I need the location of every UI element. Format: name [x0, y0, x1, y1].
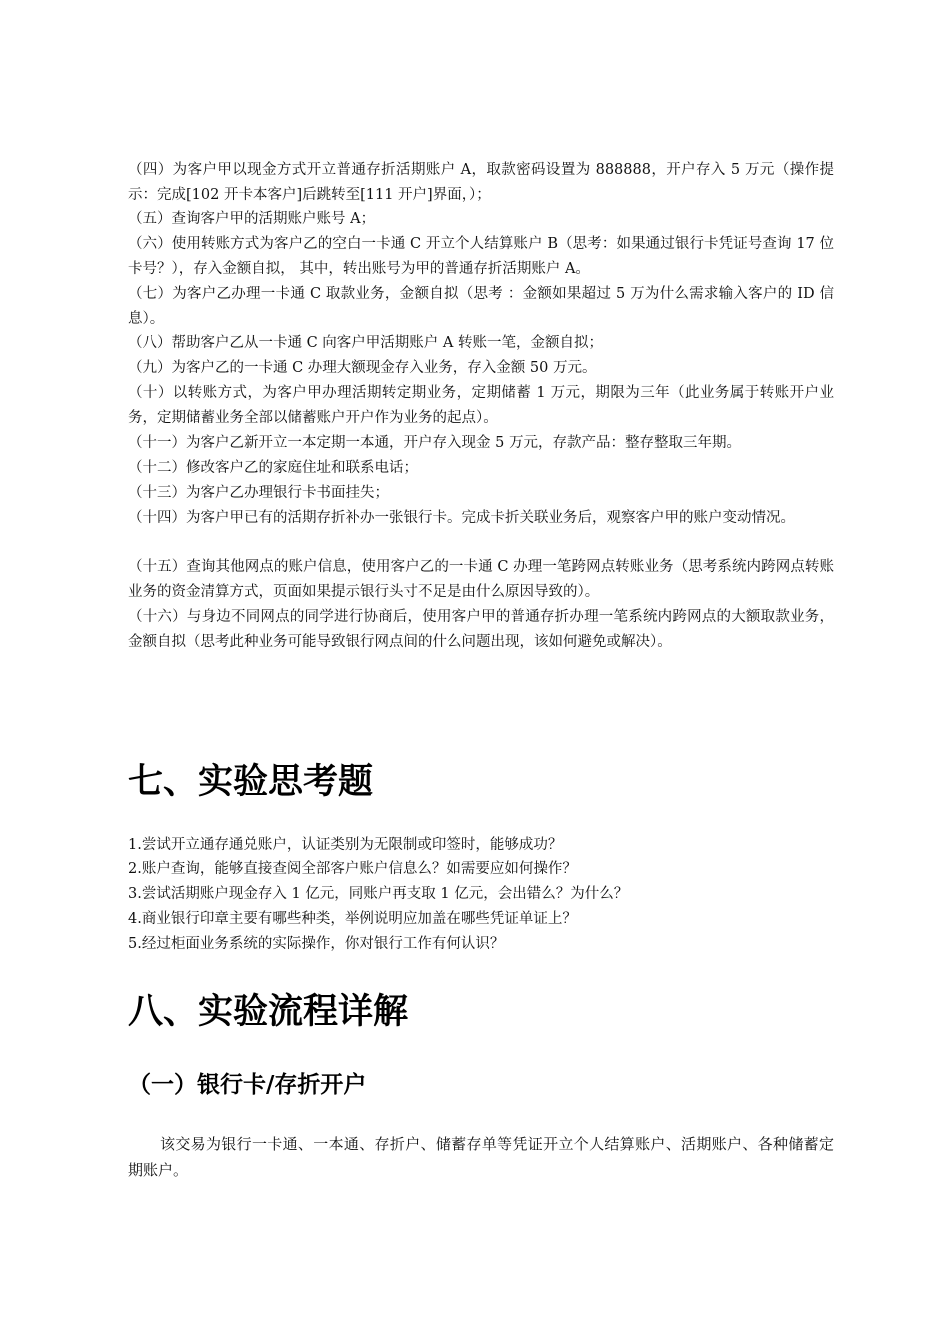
- question-5: 5.经过柜面业务系统的实际操作，你对银行工作有何认识？: [128, 936, 505, 952]
- step-5: （五）查询客户甲的活期账户账号 A；: [128, 211, 376, 227]
- step-11: （十一）为客户乙新开立一本定期一本通，开户存入现金 5 万元，存款产品：整存整取三年期。: [128, 435, 741, 451]
- section-7-title: 七、实验思考题: [128, 762, 374, 802]
- question-4: 4.商业银行印章主要有哪些种类，举例说明应加盖在哪些凭证单证上？: [128, 911, 577, 927]
- step-9: （九）为客户乙的一卡通 C 办理大额现金存入业务，存入金额 50 万元。: [128, 360, 597, 376]
- step-4: （四）为客户甲以现金方式开立普通存折活期账户 A，取款密码设置为 888888，开户存入 5 万元（操作提示：完成[102 开卡本客户]后跳转至[111 开户]界面，）；: [128, 162, 834, 203]
- step-14: （十四）为客户甲已有的活期存折补办一张银行卡。完成卡折关联业务后，观察客户甲的账户变动情况。: [128, 510, 795, 526]
- question-1: 1.尝试开立通存通兑账户，认证类别为无限制或印签时，能够成功？: [128, 837, 563, 853]
- question-2: 2.账户查询，能够直接查阅全部客户账户信息么？如需要应如何操作？: [128, 861, 577, 877]
- step-7: （七）为客户乙办理一卡通 C 取款业务，金额自拟（思考 ：金额如果超过 5 万为什么需求输入客户的 ID 信息）。: [128, 286, 834, 327]
- step-6: （六）使用转账方式为客户乙的空白一卡通 C 开立个人结算账户 B（思考：如果通过银行卡凭证号查询 17 位卡号？），存入金额自拟， 其中，转出账号为甲的普通存折活期账户 A。: [128, 236, 834, 277]
- section-8-subtitle: （一）银行卡/存折开户: [128, 1072, 367, 1098]
- section-8-title: 八、实验流程详解: [128, 992, 409, 1032]
- question-3: 3.尝试活期账户现金存入 1 亿元，同账户再支取 1 亿元，会出错么？为什么？: [128, 886, 629, 902]
- step-12: （十二）修改客户乙的家庭住址和联系电话；: [128, 460, 418, 476]
- step-15: （十五）查询其他网点的账户信息，使用客户乙的一卡通 C 办理一笔跨网点转账业务（思考系统内跨网点转账业务的资金清算方式，页面如果提示银行头寸不足是由什么原因导致的）。: [128, 559, 834, 600]
- section-8-paragraph: 该交易为银行一卡通、一本通、存折户、储蓄存单等凭证开立个人结算账户、活期账户、各种储蓄定期账户。: [128, 1135, 834, 1179]
- step-16: （十六）与身边不同网点的同学进行协商后，使用客户甲的普通存折办理一笔系统内跨网点的大额取款业务，金额自拟（思考此种业务可能导致银行网点间的什么问题出现，该如何避免或解决）。: [128, 609, 834, 650]
- step-8: （八）帮助客户乙从一卡通 C 向客户甲活期账户 A 转账一笔，金额自拟；: [128, 335, 603, 351]
- step-13: （十三）为客户乙办理银行卡书面挂失；: [128, 485, 389, 501]
- step-10: （十）以转账方式，为客户甲办理活期转定期业务，定期储蓄 1 万元，期限为三年（此业务属于转账开户业务，定期储蓄业务全部以储蓄账户开户作为业务的起点）。: [128, 385, 834, 426]
